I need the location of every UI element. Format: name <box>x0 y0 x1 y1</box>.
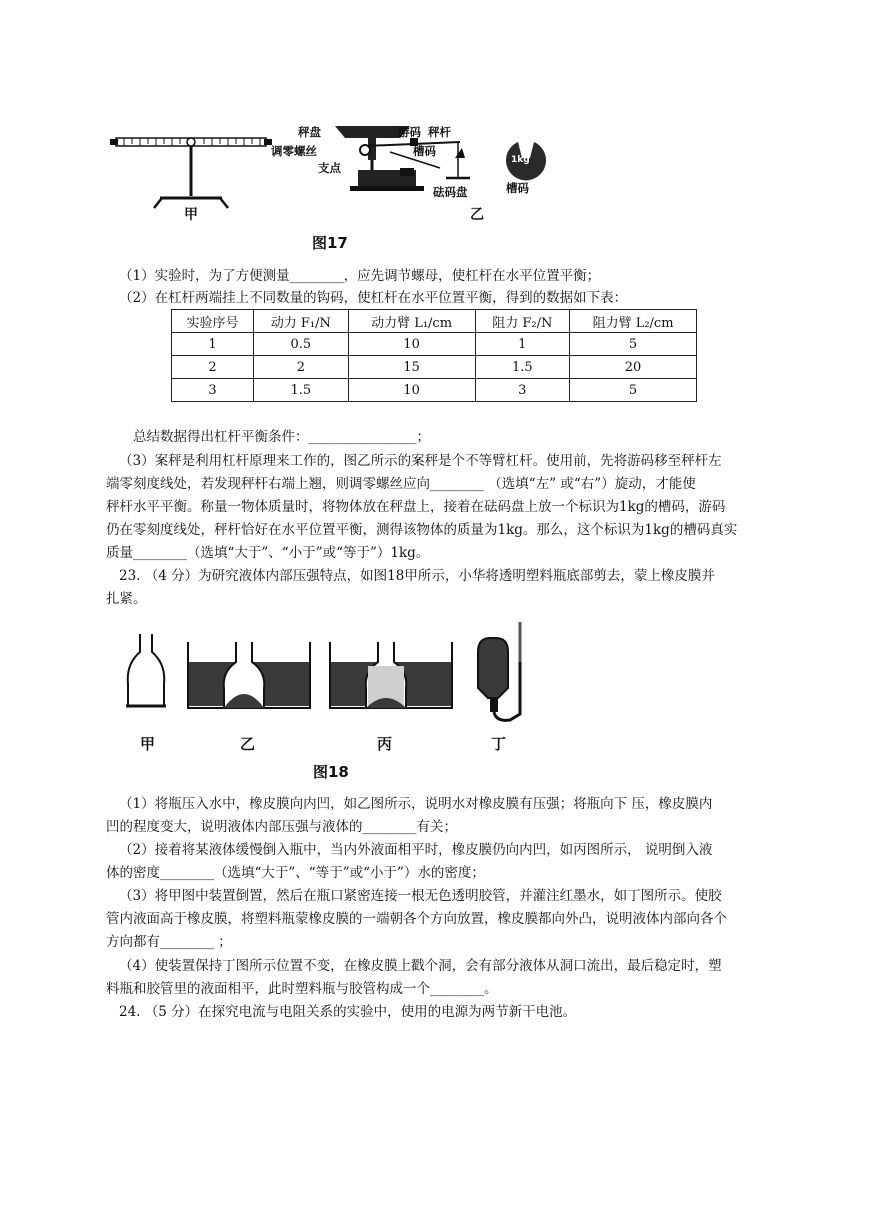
q22-part3-line1: （3）案秤是利用杠杆原理来工作的，图乙所示的案秤是个不等臂杠杆。使用前，先将游码移至秤杆左 <box>119 453 722 469</box>
q23-part3-line2: 管内液面高于橡皮膜，将塑料瓶蒙橡皮膜的一端朝各个方向放置，橡皮膜都向外凸，说明液体内部向各个 <box>106 911 727 927</box>
fig18-label-bing: 丙 <box>377 735 393 753</box>
table-cell: 3 <box>475 379 570 402</box>
fig18-label-jia: 甲 <box>140 735 156 753</box>
fig18-label-ding: 丁 <box>491 735 507 753</box>
beaker-bing <box>330 642 452 708</box>
table-row <box>172 379 697 402</box>
table-cell: 10 <box>348 333 475 356</box>
table-cell: 1 <box>475 333 570 356</box>
figure-18-drawing <box>118 622 548 730</box>
table-header: 动力 F₁/N <box>254 310 349 333</box>
table-header: 动力臂 L₁/cm <box>348 310 475 333</box>
table-cell: 20 <box>570 356 697 379</box>
table-cell: 3 <box>172 379 254 402</box>
beaker-yi <box>188 642 310 708</box>
label-1kg: 1kg <box>511 155 530 165</box>
label-chengpan: 秤盘 <box>298 125 321 139</box>
table-header: 阻力臂 L₂/cm <box>570 310 697 333</box>
table-row <box>172 356 697 379</box>
q23-part1-line2: 凹的程度变大，说明液体内部压强与液体的________有关； <box>106 819 457 835</box>
q22-summary: 总结数据得出杠杆平衡条件：________________； <box>133 429 430 445</box>
q23-part2-line1: （2）接着将某液体缓慢倒入瓶中，当内外液面相平时，橡皮膜仍向内凹，如丙图所示， 说明倒入液 <box>119 842 713 858</box>
q23-part4-line2: 料瓶和胶管里的液面相平，此时塑料瓶与胶管构成一个________。 <box>106 981 498 997</box>
figure-17-caption: 图17 <box>312 234 348 252</box>
label-yi: 乙 <box>470 207 484 223</box>
table-cell: 5 <box>570 379 697 402</box>
table-header-row <box>172 310 697 333</box>
q24-text: 24. （5 分）在探究电流与电阻关系的实验中，使用的电源为两节新干电池。 <box>119 1004 577 1020</box>
figure-18-caption: 图18 <box>313 763 349 781</box>
q22-part3-line4: 仍在零刻度线处，秤杆恰好在水平位置平衡，测得该物体的质量为1kg。那么，这个标识为1kg的槽码真实 <box>106 522 738 538</box>
q22-part3-line2: 端零刻度线处，若发现秤杆右端上翘，则调零螺丝应向________ （选填“左” 或“右”）旋动，才能使 <box>106 476 696 492</box>
label-zhidian: 支点 <box>318 161 341 175</box>
q23-intro-line2: 扎紧。 <box>106 591 147 607</box>
table-header: 实验序号 <box>172 310 254 333</box>
table-cell: 5 <box>570 333 697 356</box>
table-cell: 15 <box>348 356 475 379</box>
bottle-jia <box>126 634 166 706</box>
q22-part3-line3: 秤杆水平平衡。称量一物体质量时，将物体放在秤盘上，接着在砝码盘上放一个标识为1kg的槽码，游码 <box>106 499 726 515</box>
label-caoma: 槽码 <box>413 144 436 158</box>
q23-intro-line1: 23. （4 分）为研究液体内部压强特点，如图18甲所示，小华将透明塑料瓶底部剪去，蒙上橡皮膜并 <box>119 568 715 584</box>
label-chenggan: 秤杆 <box>428 125 451 139</box>
lever-data-table <box>171 309 697 402</box>
q23-part1-line1: （1）将瓶压入水中，橡皮膜向内凹，如乙图所示，说明水对橡皮膜有压强；将瓶向下 压，橡皮膜内 <box>119 796 713 812</box>
q22-part3-line5: 质量________（选填“大于”、“小于”或“等于”）1kg。 <box>106 545 430 561</box>
table-cell: 2 <box>172 356 254 379</box>
table-cell: 1.5 <box>254 379 349 402</box>
q23-part3-line3: 方向都有________ ； <box>106 934 232 950</box>
fig18-label-yi: 乙 <box>240 735 256 753</box>
table-cell: 10 <box>348 379 475 402</box>
label-caoma-right: 槽码 <box>506 181 529 195</box>
q22-part1: （1）实验时，为了方便测量________，应先调节螺母，使杠杆在水平位置平衡； <box>119 268 601 284</box>
q23-part2-line2: 体的密度________（选填“大于”、“等于”或“小于”）水的密度； <box>106 865 485 881</box>
table-cell: 0.5 <box>254 333 349 356</box>
q23-part3-line1: （3）将甲图中装置倒置，然后在瓶口紧密连接一根无色透明胶管，并灌注红墨水，如丁图所示。使胶 <box>119 888 722 904</box>
label-famapan: 砝码盘 <box>433 185 468 199</box>
label-youma: 游码 <box>398 125 421 139</box>
label-tiaoling: 调零螺丝 <box>271 144 317 158</box>
table-header: 阻力 F₂/N <box>475 310 570 333</box>
q23-part4-line1: （4）使装置保持丁图所示位置不变，在橡皮膜上戳个洞，会有部分液体从洞口流出，最后稳定时，塑 <box>119 958 722 974</box>
table-row <box>172 333 697 356</box>
table-cell: 2 <box>254 356 349 379</box>
table-cell: 1.5 <box>475 356 570 379</box>
table-cell: 1 <box>172 333 254 356</box>
q22-part2: （2）在杠杆两端挂上不同数量的钩码，使杠杆在水平位置平衡，得到的数据如下表： <box>119 290 628 306</box>
bottle-ding <box>478 622 520 720</box>
label-jia: 甲 <box>184 207 198 223</box>
lever-jia <box>110 138 272 208</box>
